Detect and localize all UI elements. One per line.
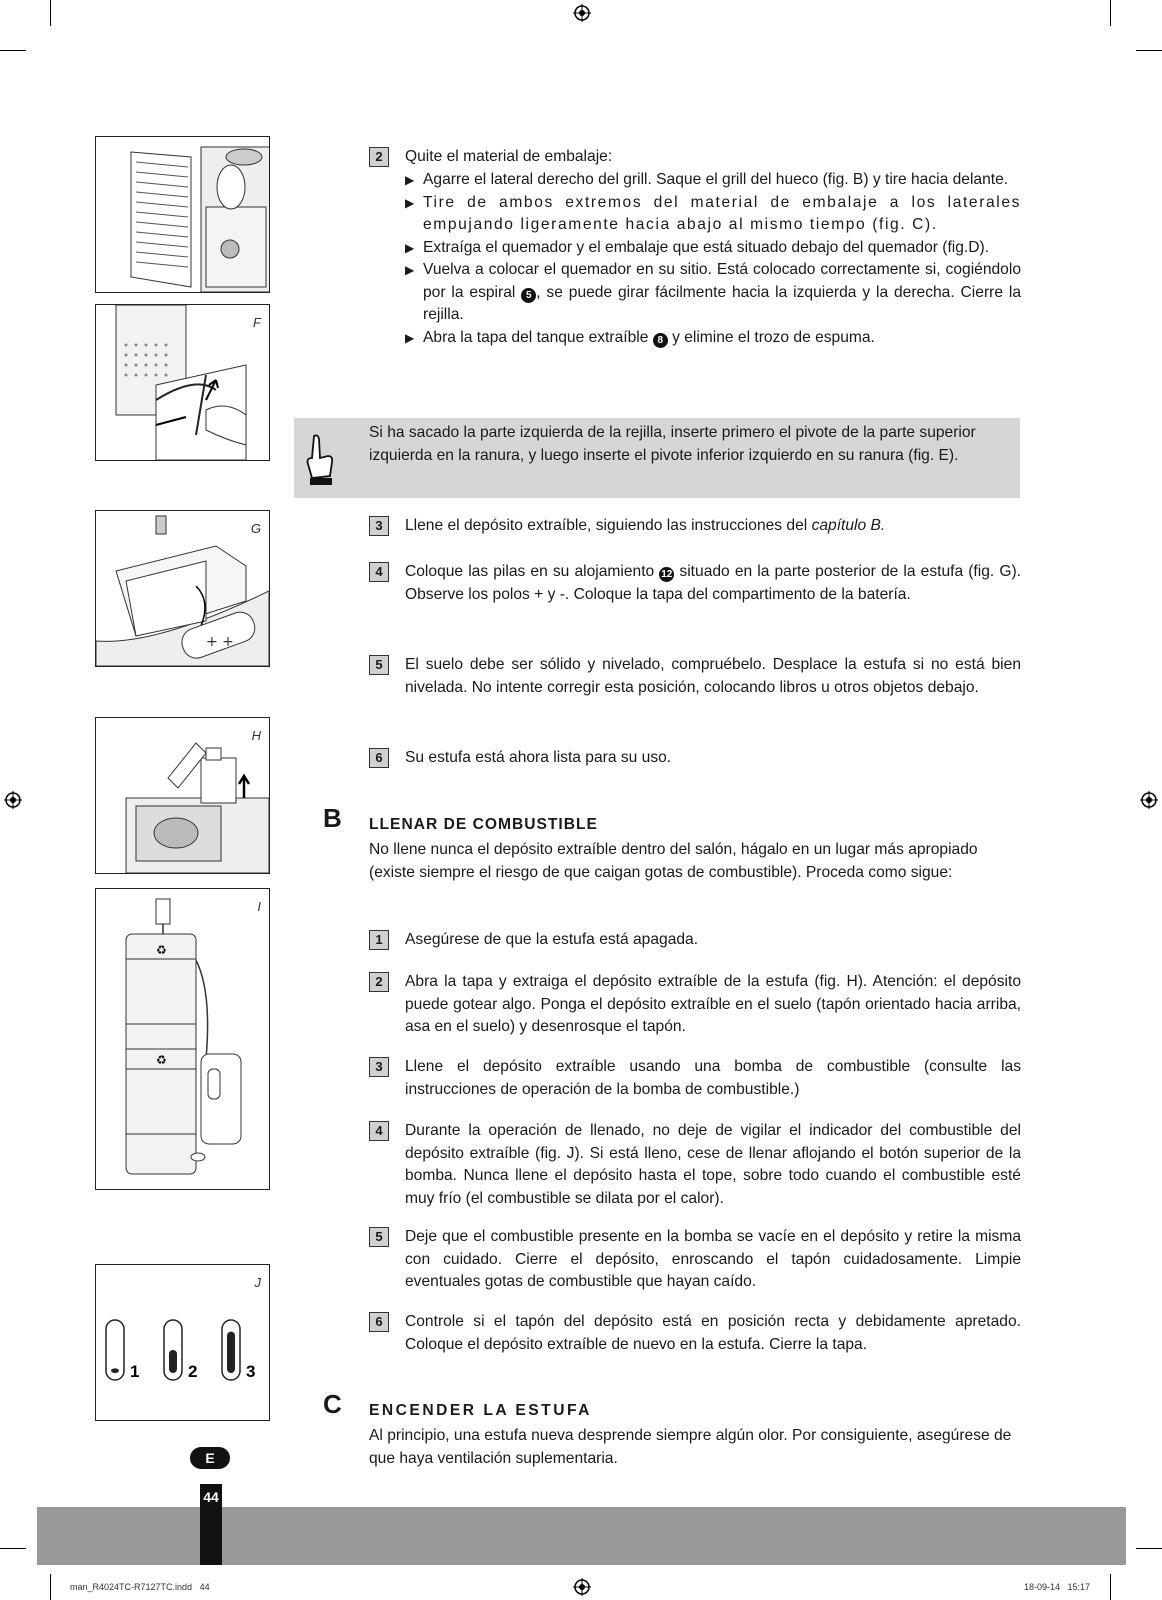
- footer-date: 18-09-14 15:17: [1024, 1582, 1091, 1592]
- step-6: [369, 747, 1021, 770]
- step-number: 2: [369, 147, 389, 167]
- fuel-gauge-label: 2: [188, 1362, 198, 1381]
- figure-g: [95, 510, 270, 667]
- registration-mark-icon: [4, 791, 22, 809]
- figure-label: I: [257, 899, 261, 914]
- figure-e-heater-grill: [95, 136, 270, 293]
- step-text: Llene el depósito extraíble usando una bomba de combustible (consulte las instrucciones de operación de la bomba de combustible.): [405, 1058, 1021, 1098]
- fuel-gauge-level: [169, 1350, 177, 1373]
- battery-compartment-illustration: [96, 511, 269, 666]
- bullet-item: [405, 259, 1021, 327]
- pointing-hand-icon: [300, 434, 336, 486]
- step-text-post: situado en la parte posterior de la estufa (fig. G). Observe los polos + y -. Coloque la tapa del compartimento de la batería.: [405, 563, 1021, 603]
- step-4: [369, 561, 1021, 606]
- part-number-badge: 12: [661, 569, 673, 580]
- figure-h: [95, 717, 270, 874]
- step-text: Deje que el combustible presente en la bomba se vacíe en el depósito y retire la misma con cuidado. Cierre el depósito, enroscando el tapón cuidadosamente. Limpie eventuales gotas de combustible que hayan caído.: [405, 1228, 1021, 1290]
- arrow-right-icon: ▶: [405, 330, 415, 345]
- step-text-pre: Llene el depósito extraíble, siguiendo las instrucciones del: [405, 517, 812, 534]
- bullet-text: Extraíga el quemador y el embalaje que está situado debajo del quemador (fig.D).: [423, 238, 990, 256]
- burner-spiral-illustration: [96, 305, 269, 460]
- note-text: Si ha sacado la parte izquierda de la rejilla, inserte primero el pivote de la parte superior izquierda en la ranura, y luego inserte el pivote inferior izquierdo en su ranura (fig. E).: [369, 424, 976, 464]
- step-text: [405, 515, 1021, 538]
- bullet-item: [405, 192, 1021, 237]
- step-b4: [369, 1120, 1021, 1210]
- page-number: 44: [203, 1489, 219, 1505]
- arrow-right-icon: ▶: [405, 263, 415, 277]
- bullet-text-pre: Vuelva a colocar el quemador en su sitio. Está colocado correctamente si, cogiéndolo por la espiral: [423, 261, 1021, 301]
- fuel-gauge-level: [111, 1368, 119, 1373]
- step-text: Durante la operación de llenado, no deje de vigilar el indicador del combustible del depósito extraíble (fig. J). Si está lleno, cese de llenar aflojando el botón superior de la bomba. Nunca llene el depósito hasta el tope, sobre todo cuando el combustible esté muy frío (el combustible se dilata por el calor).: [405, 1122, 1021, 1207]
- heater-grill-illustration: [96, 137, 269, 292]
- step-3: [369, 515, 1021, 538]
- fuel-pump-illustration: [96, 889, 269, 1189]
- step-number: 3: [369, 516, 389, 536]
- section-intro: Al principio, una estufa nueva desprende siempre algún olor. Por consiguiente, asegúrese de que haya ventilación suplementaria.: [369, 1427, 1012, 1467]
- figure-label: F: [253, 315, 261, 330]
- step-text: Su estufa está ahora lista para su uso.: [405, 749, 672, 766]
- step-number: 6: [369, 748, 389, 768]
- step-number: 4: [369, 1121, 389, 1141]
- section-intro: No llene nunca el depósito extraíble dentro del salón, hágalo en un lugar más apropiado (existe siempre el riesgo de que caigan gotas de combustible). Proceda como sigue:: [369, 841, 978, 881]
- section-letter: C: [323, 1389, 342, 1419]
- section-letter: B: [323, 803, 342, 833]
- step-b2: [369, 971, 1021, 1039]
- bullet-text: Agarre el lateral derecho del grill. Saque el grill del hueco (fig. B) y tire hacia delante.: [423, 171, 1009, 188]
- step-text: [405, 561, 1021, 606]
- step-b3: [369, 1056, 1021, 1101]
- step-number: 4: [369, 562, 389, 582]
- svg-text:+ +: + +: [206, 634, 234, 650]
- registration-mark-icon: [573, 4, 591, 22]
- section-heading: LLENAR DE COMBUSTIBLE: [369, 816, 598, 833]
- bullet-list: [369, 169, 1021, 349]
- step-text-pre: Coloque las pilas en su alojamiento: [405, 563, 660, 580]
- bullet-text-post: y elimine el trozo de espuma.: [667, 328, 875, 346]
- footer-file-name: man_R4024TC-R7127TC.indd 44: [70, 1582, 210, 1592]
- removable-tank-illustration: [96, 718, 269, 873]
- step-5: [369, 654, 1021, 699]
- step-2-packaging: [369, 146, 1021, 169]
- step-b6: [369, 1311, 1021, 1356]
- bullet-item: [405, 237, 1021, 260]
- figure-label: J: [254, 1275, 261, 1290]
- figure-label: G: [250, 521, 261, 536]
- arrow-right-icon: ▶: [405, 173, 415, 187]
- fuel-gauge-label: 3: [246, 1362, 256, 1381]
- bullet-text: Tire de ambos extremos del material de embalaje a los laterales empujando ligeramente hacia abajo al mismo tiempo (fig. C).: [423, 193, 1021, 233]
- page-number-tab: [200, 1484, 222, 1565]
- registration-mark-icon: [1140, 791, 1158, 809]
- step-b1: [369, 929, 1021, 952]
- part-number-badge: 5: [521, 288, 536, 303]
- figure-label: H: [251, 728, 261, 743]
- note-box: [294, 418, 1020, 498]
- step-number: 3: [369, 1057, 389, 1077]
- fuel-gauge-level: [227, 1332, 235, 1373]
- part-number-badge: 8: [653, 333, 668, 348]
- arrow-right-icon: ▶: [405, 195, 415, 210]
- figure-j: [95, 1264, 270, 1421]
- svg-text:♻: ♻: [156, 943, 167, 957]
- step-number: 1: [369, 930, 389, 950]
- figure-f: [95, 304, 270, 461]
- fuel-gauge-label: 1: [130, 1362, 140, 1381]
- step-b5: [369, 1226, 1021, 1294]
- step-number: 5: [369, 1227, 389, 1247]
- bullet-item: [405, 327, 1021, 350]
- figure-i: [95, 888, 270, 1190]
- fuel-level-indicator-illustration: [96, 1265, 269, 1420]
- section-heading: ENCENDER LA ESTUFA: [369, 1402, 592, 1419]
- step-number: 2: [369, 972, 389, 992]
- language-badge: E: [190, 1447, 230, 1469]
- step-text: El suelo debe ser sólido y nivelado, compruébelo. Desplace la estufa si no está bien nivelada. No intente corregir esta posición, colocando libros u otros objetos debajo.: [405, 656, 1021, 696]
- bullet-text-post: , se puede girar fácilmente hacia la izquierda y la derecha. Cierre la rejilla.: [423, 283, 1022, 323]
- step-text: Asegúrese de que la estufa está apagada.: [405, 931, 699, 948]
- svg-text:♻: ♻: [156, 1053, 167, 1067]
- bullet-item: [405, 169, 1021, 192]
- step-text: Controle si el tapón del depósito está en posición recta y debidamente apretado. Coloque el depósito extraíble de nuevo en la estufa. Cierre la tapa.: [405, 1313, 1021, 1353]
- registration-mark-icon: [573, 1578, 591, 1596]
- step-text: Quite el material de embalaje:: [405, 148, 613, 165]
- bullet-text-pre: Abra la tapa del tanque extraíble: [423, 328, 653, 346]
- arrow-right-icon: ▶: [405, 240, 415, 255]
- chapter-reference: capítulo B.: [811, 517, 886, 534]
- step-number: 6: [369, 1312, 389, 1332]
- step-number: 5: [369, 655, 389, 675]
- step-text: Abra la tapa y extraiga el depósito extraíble de la estufa (fig. H). Atención: el depósito puede gotear algo. Ponga el depósito extraíble en el suelo (tapón orientado hacia arriba, asa en el suelo) y desenrosque el tapón.: [405, 973, 1021, 1035]
